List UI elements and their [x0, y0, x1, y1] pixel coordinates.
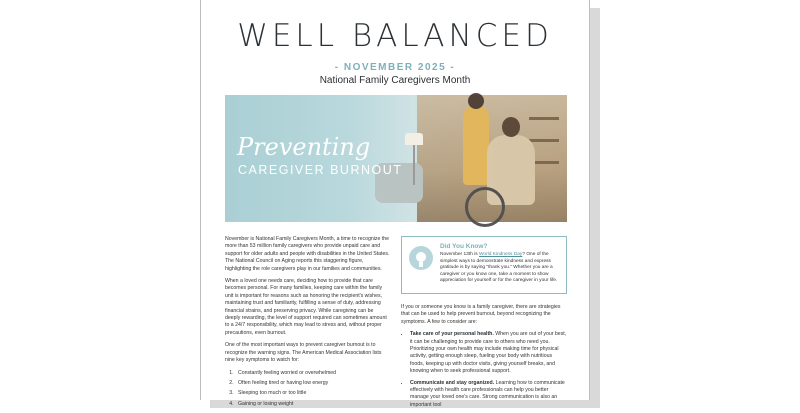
wheelchair-wheel [465, 187, 505, 227]
symptoms-intro: One of the most important ways to prevent caregiver burnout is to recognize the warning signs. The American Medical Association lists nine key symptoms to watch for: [225, 342, 382, 364]
banner-title: Preventing [237, 133, 371, 161]
did-you-know-text: November 13th is World Kindness Day? One of the simplest ways to demonstrate kindness and express gratitude is by saying "thank you." Whether you are a caregiver or you know one, take a moment to show appreciation for yourself or for the caregiver in your life. [440, 252, 558, 284]
banner-subtitle: CAREGIVER BURNOUT [238, 163, 403, 177]
care-paragraph: When a loved one needs care, deciding how to provide that care becomes personal. For many families, keeping care within the family unit is important for reasons such as honoring the recipient's wishes, maintaining trust and familiarity, fulfilling a sense of duty, addressing financial strains, and preserving privacy. While caregiving can be deeply rewarding, the level of support required can sometimes amount to a 24/7 responsibility, which may lead to stress and, without proper precautions, even burnout. [225, 278, 387, 336]
masthead-title: WELL BALANCED [237, 18, 553, 54]
caregiver-photo [417, 95, 567, 222]
strategy-item: • Communicate and stay organized. Learning how to communicate effectively with health care professionals can help you better manage your loved one's care. Strong communication is also an important tool [410, 380, 567, 410]
symptom-item: 1. Constantly feeling worried or overwhelmed [235, 370, 390, 377]
strategies-intro: If you or someone you know is a family caregiver, there are strategies that can be used to help prevent burnout, beyond recognizing the symptoms. A few to consider are: [401, 304, 561, 325]
symptom-item: 2. Often feeling tired or having low energy [235, 380, 390, 387]
issue-date: - NOVEMBER 2025 - [334, 62, 456, 73]
left-column [225, 236, 390, 411]
world-kindness-day-link[interactable]: World Kindness Day [478, 252, 523, 257]
did-you-know-title: Did You Know? [440, 243, 488, 250]
strategy-item: • Take care of your personal health. When you are out of your best, it can be challenging to provide care to others who need you. Prioritizing your own health may include making time for physical activity, getting enough sleep, fueling your body with nutritious foods, keeping up with doctor visits, giving yourself breaks, and knowing when to seek professional support. [410, 331, 567, 375]
newsletter-page [200, 0, 590, 408]
lightbulb-icon [409, 246, 433, 270]
did-you-know-box [401, 236, 567, 294]
symptoms-list [235, 370, 390, 409]
intro-paragraph: November is National Family Caregivers Month, a time to recognize the more than 53 million family caregivers who provide unpaid care and support for older adults and people with disabilities in the United States. The National Council on Aging reports this staggering figure, highlighting the role caregivers play in our families and communities. [225, 236, 390, 272]
strategies-section [401, 304, 567, 409]
lamp [405, 133, 423, 145]
issue-subtitle: National Family Caregivers Month [319, 75, 471, 86]
hero-banner [225, 95, 567, 222]
symptom-item: 3. Sleeping too much or too little [235, 390, 390, 397]
strategy-title: Take care of your personal health. [410, 331, 494, 338]
right-column [401, 236, 567, 413]
strategy-title: Communicate and stay organized. [410, 379, 495, 386]
strategies-list [410, 331, 567, 409]
symptom-item: 4. Gaining or losing weight [235, 401, 390, 408]
caregiver-figure [463, 105, 489, 185]
